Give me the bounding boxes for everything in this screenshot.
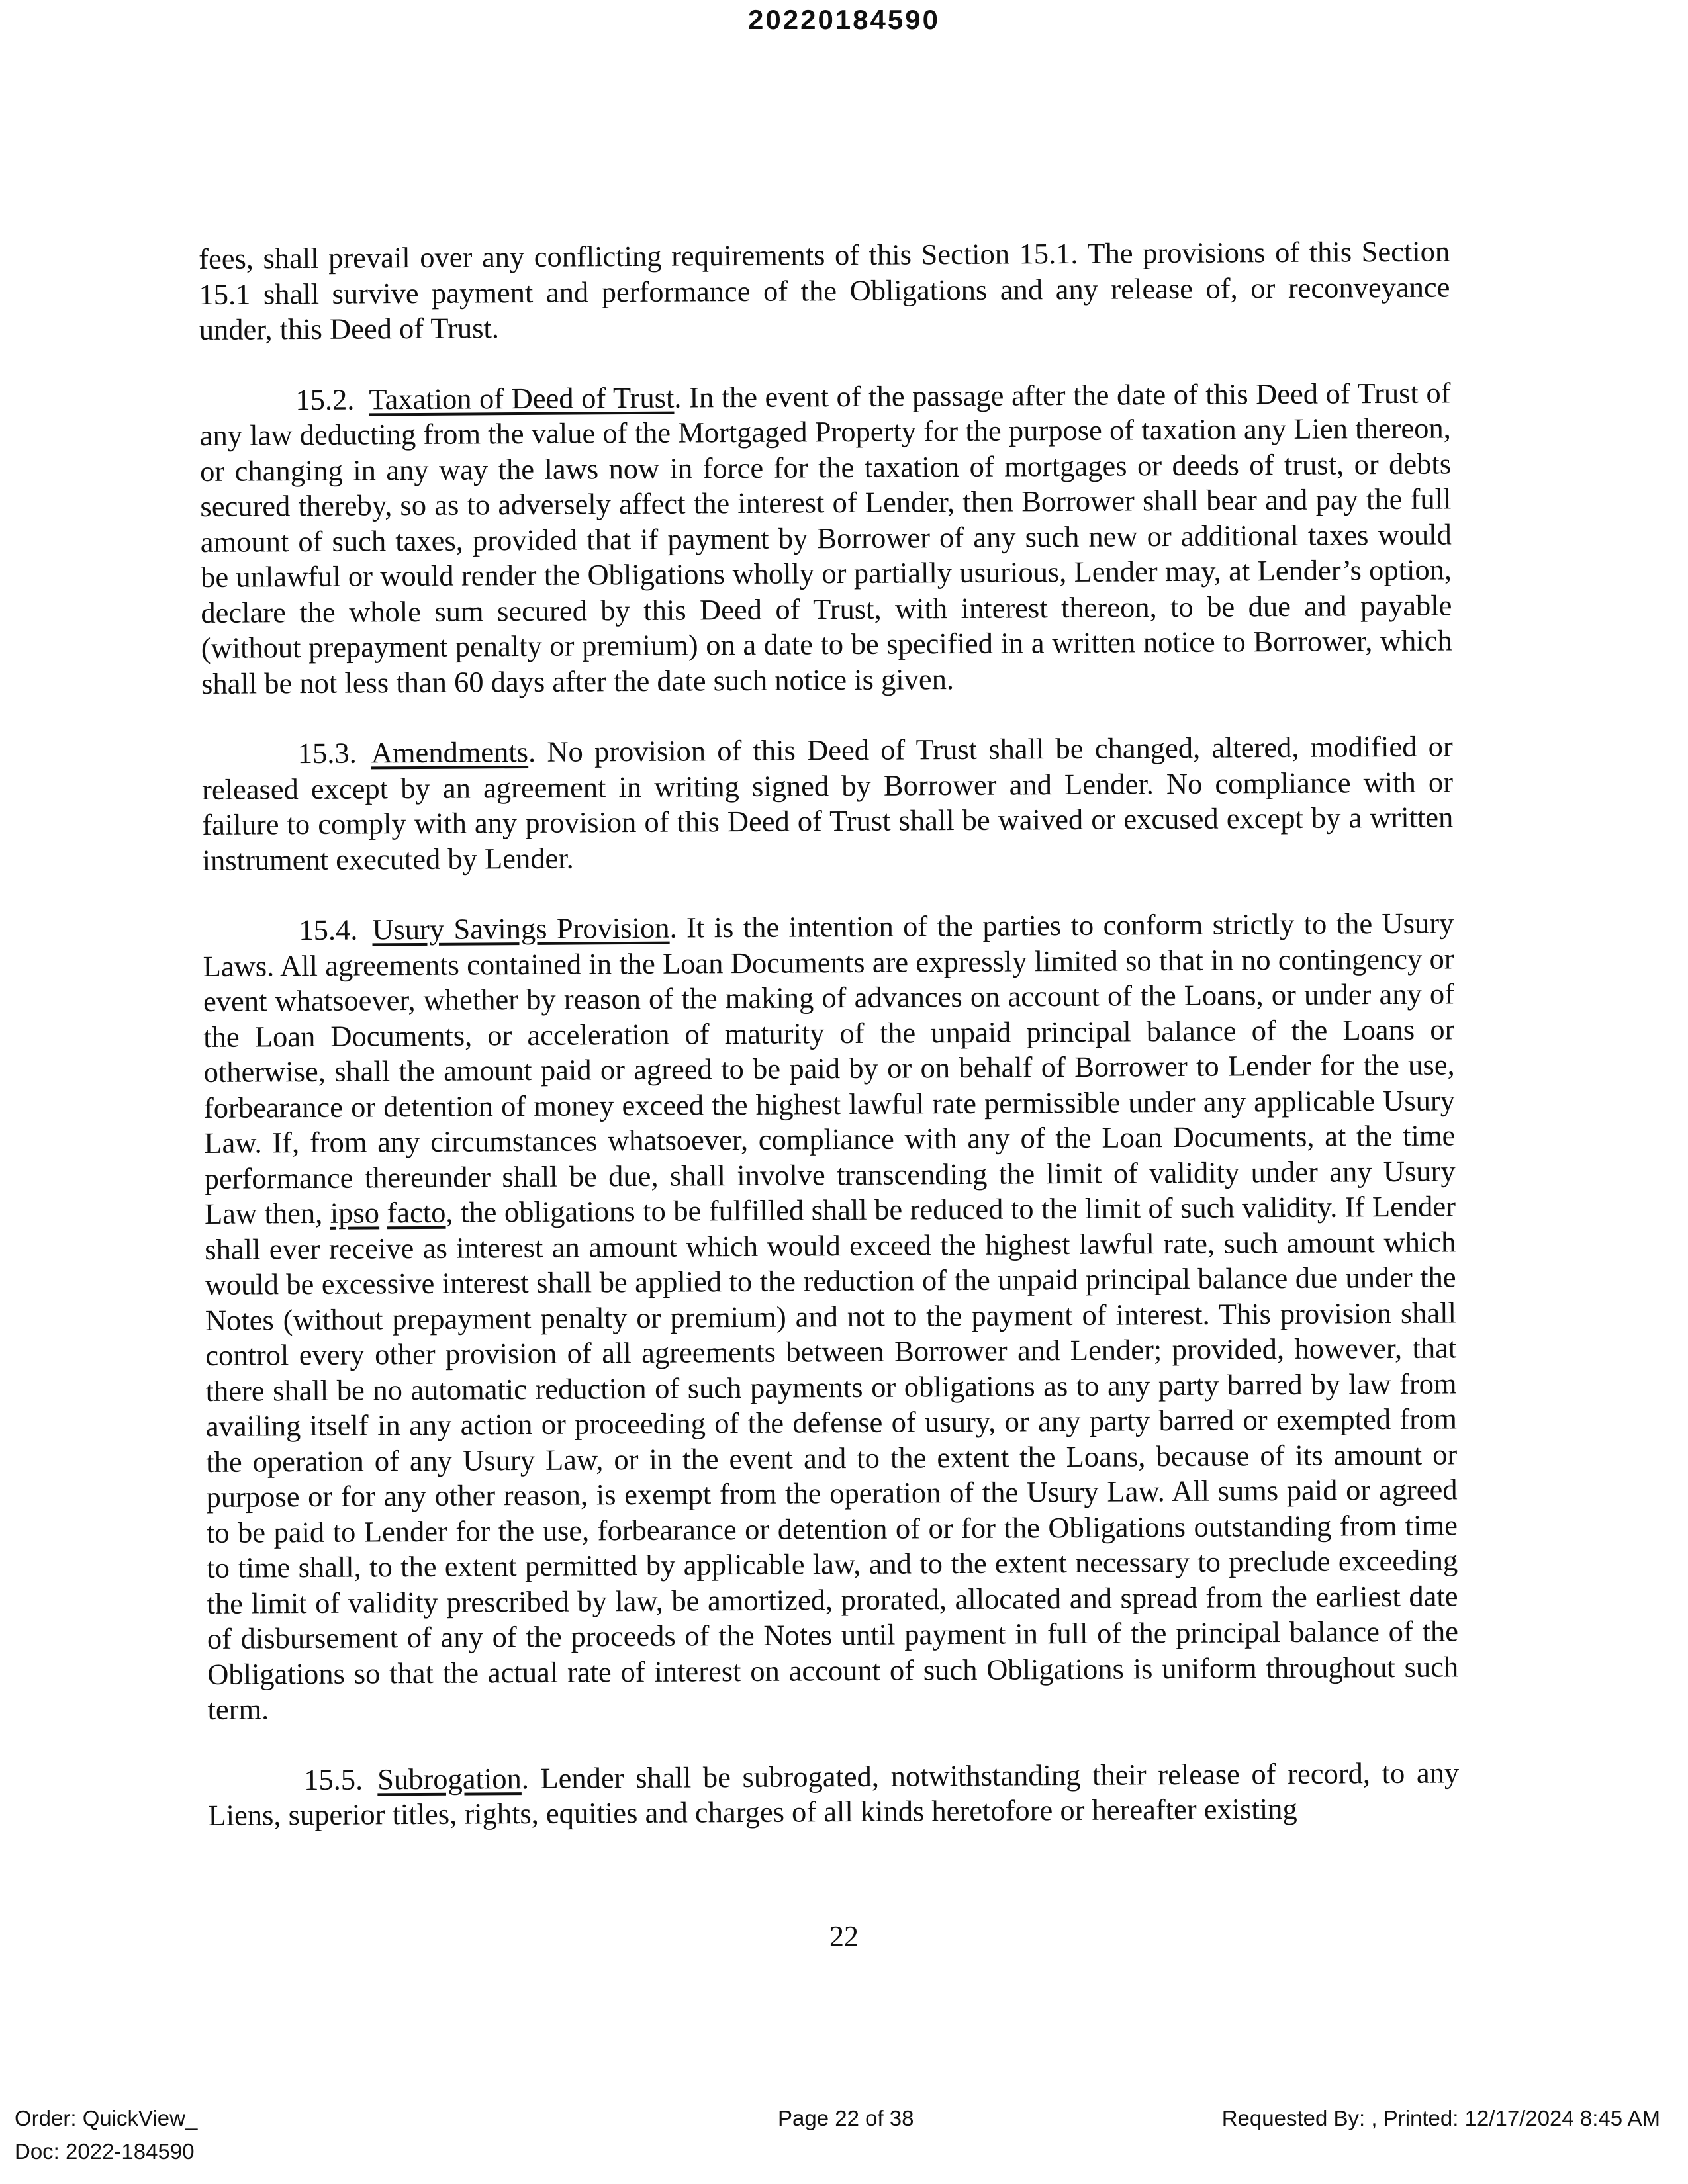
section-15-5 <box>208 1755 1460 1834</box>
section-number: 15.3. <box>297 736 357 770</box>
section-text: . Lender shall be subrogated, notwithstanding their release of record, to any Liens, superior titles, rights, equities and charges of all kinds heretofore or hereafter existing <box>208 1755 1460 1832</box>
section-number: 15.2. <box>295 383 355 416</box>
section-15-2 <box>199 375 1452 702</box>
page-number: 22 <box>829 1920 859 1952</box>
section-text: . No provision of this Deed of Trust shall be changed, altered, modified or released except by an agreement in writing signed by Borrower and Lender. No compliance with or failure to comply with any provision of this Deed of Trust shall be waived or excused except by a written instrument executed by Lender. <box>201 729 1454 877</box>
latin-term-ipso: ipso <box>330 1196 380 1230</box>
section-number: 15.4. <box>299 913 358 947</box>
section-text-part-b: , the obligations to be fulfilled shall be reduced to the limit of such validity. If Lender shall ever receive as interest an amount which would exceed the highest lawful rate, such amount which would be excessive interest shall be applied to the reduction of the unpaid principal balance due under the Notes (without prepayment penalty or premium) and not to the payment of interest. This provision shall control every other provision of all agreements between Borrower and Lender; provided, however, that there shall be no automatic reduction of such payments or obligations as to any party barred by law from availing itself in any action or proceeding of the defense of usury, or any party barred or exempted from the operation of any Usury Law, or in the event and to the extent the Loans, because of its amount or purpose or for any other reason, is exempt from the operation of the Usury Law. All sums paid or agreed to be paid to Lender for the use, forbearance or detention of or for the Obligations outstanding from time to time shall, to the extent permitted by applicable law, and to the extent necessary to preclude exceeding the limit of validity prescribed by law, be amortized, prorated, allocated and spread from the earliest date of disbursement of any of the proceeds of the Notes until payment in full of the principal balance of the Obligations so that the actual rate of interest on account of such Obligations is uniform throughout such term. <box>205 1189 1459 1726</box>
section-text-part-a: . It is the intention of the parties to conform strictly to the Usury Laws. All agreements contained in the Loan Documents are expressly limited so that in no contingency or event whatsoever, whether by reason of the making of advances on account of the Loans, or under any of the Loan Documents, or acceleration of maturity of the unpaid principal balance of the Loans or otherwise, shall the amount paid or agreed to be paid by or on behalf of Borrower to Lender for the use, forbearance or detention of money exceed the highest lawful rate permissible under any applicable Usury Law. If, from any circumstances whatsoever, compliance with any of the Loan Documents, at the time performance thereunder shall be due, shall involve transcending the limit of validity under any Usury Law then, <box>203 906 1456 1230</box>
latin-term-facto: facto <box>387 1195 446 1230</box>
footer-page-count: Page 22 of 38 <box>778 2106 914 2130</box>
section-heading: Taxation of Deed of Trust <box>369 381 675 416</box>
document-number: 20220184590 <box>748 4 940 35</box>
continued-paragraph <box>199 234 1450 347</box>
section-heading: Usury Savings Provision <box>372 911 670 946</box>
section-text: . In the event of the passage after the date of this Deed of Trust of any law deducting from the value of the Mortgaged Property for the purpose of taxation any Lien thereon, or changing in any way the laws now in force for the taxation of mortgages or deeds of trust, or debts secured thereby, so as to adversely affect the interest of Lender, then Borrower shall bear and pay the full amount of such taxes, provided that if payment by Borrower of any such new or additional taxes would be unlawful or would render the Obligations wholly or partially usurious, Lender may, at Lender’s option, declare the whole sum secured by this Deed of Trust, with interest thereon, to be due and payable (without prepayment penalty or premium) on a date to be specified in a written notice to Borrower, which shall be not less than 60 days after the date such notice is given. <box>199 375 1452 700</box>
section-15-3 <box>202 729 1454 878</box>
section-15-4 <box>203 905 1458 1727</box>
document-body <box>199 234 1460 1868</box>
footer-order: Order: QuickView_ <box>15 2106 198 2130</box>
footer-requested-printed: Requested By: , Printed: 12/17/2024 8:45 AM <box>1221 2106 1660 2130</box>
section-number: 15.5. <box>304 1762 363 1796</box>
section-heading: Amendments <box>371 735 529 770</box>
paragraph-text: fees, shall prevail over any conflicting requirements of this Section 15.1. The provisions of this Section 15.1 shall survive payment and performance of the Obligations and any release of, or reconveyance under, this Deed of Trust. <box>199 234 1450 346</box>
section-heading: Subrogation <box>377 1761 522 1796</box>
footer-doc: Doc: 2022-184590 <box>15 2139 195 2163</box>
